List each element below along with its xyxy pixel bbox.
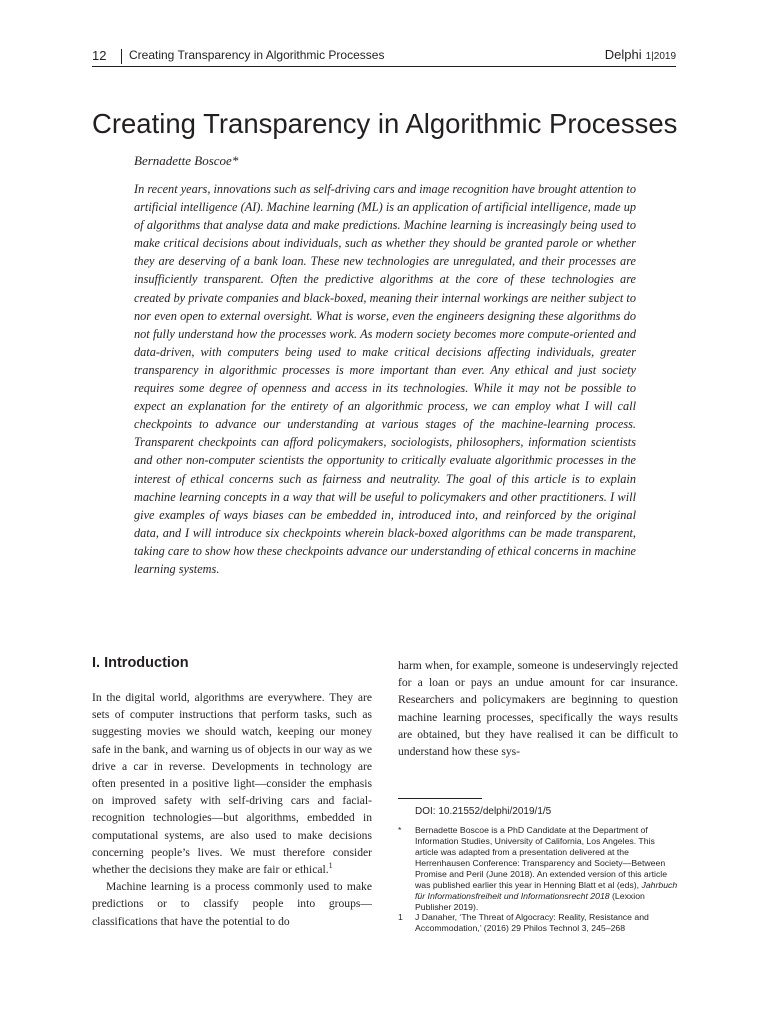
doi[interactable]: DOI: 10.21552/delphi/2019/1/5 bbox=[415, 806, 552, 817]
footnote-marker: * bbox=[398, 825, 402, 835]
header-rule bbox=[92, 66, 676, 67]
running-title: Creating Transparency in Algorithmic Processes bbox=[129, 48, 385, 62]
footnote-marker: 1 bbox=[398, 912, 403, 922]
journal-name bbox=[605, 47, 676, 62]
paragraph-3: harm when, for example, someone is undeservingly rejected for a loan or pays an undue amount for car insurance. Researchers and policymakers are beginning to question machine learning processes, specifically the ways results are obtained, but they have realised it can be difficult to understand how these sys- bbox=[398, 659, 678, 759]
article-author: Bernadette Boscoe* bbox=[134, 153, 239, 168]
header-separator bbox=[121, 49, 122, 64]
footnote-1 bbox=[398, 912, 678, 934]
left-column bbox=[92, 689, 372, 930]
footnote-text bbox=[415, 825, 678, 913]
abstract: In recent years, innovations such as self-driving cars and image recognition have brought attention to artificial intelligence (AI). Machine learning (ML) is an application of artificial intelligence, made up of algorithms that analyse data and make predictions. Machine learning is increasingly being used to make critical decisions about individuals, such as whether they should be granted parole or whether they are deserving of a bank loan. These new technologies are unregulated, and their processes are insufficiently transparent. Often the predictive algorithms at the core of these technologies are created by private companies and black-boxed, meaning their internal workings are neither subject to nor even open to external oversight. What is worse, even the engineers designing these algorithms do not fully understand how the processes work. As modern society becomes more compute-oriented and data-driven, with computers being used to make critical decisions affecting individuals, greater transparency in algorithmic processes is more important than ever. Any ethical and just society requires some degree of openness and access in its technologies. While it may not be possible to expect an explanation for the entirety of an algorithmic process, we can employ what I will call checkpoints to advance our understanding at various stages of the machine-learning process. Transparent checkpoints can afford policymakers, sociologists, philosophers, information scientists and other non-computer scientists the opportunity to critically evaluate algorithmic processes in the interest of ethical concerns such as fairness and neutrality. The goal of this article is to explain machine learning concepts in a way that will be useful to policymakers and other practitioners. I will give examples of ways biases can be embedded in, introduced into, and reinforced by the original data, and I will introduce six checkpoints wherein black-boxed algorithms can be made transparent, taking care to show how these checkpoints advance our understanding of ethical concerns in machine learning systems. bbox=[134, 182, 636, 576]
journal-title: Delphi bbox=[604, 47, 642, 62]
footnote-author bbox=[398, 825, 678, 913]
footnote-ref-1[interactable]: 1 bbox=[328, 861, 333, 871]
footnote-text: J Danaher, ‘The Threat of Algocracy: Reality, Resistance and Accommodation,’ (2016) 29 Philos Technol 3, 245–268 bbox=[415, 912, 649, 933]
journal-issue: 1|2019 bbox=[645, 51, 676, 62]
page-number: 12 bbox=[92, 48, 107, 63]
paragraph-2: Machine learning is a process commonly used to make predictions or to classify people into groups—classifications that have the potential to do bbox=[92, 880, 372, 928]
running-header bbox=[92, 46, 676, 66]
footnote-rule bbox=[398, 798, 482, 799]
article-title: Creating Transparency in Algorithmic Processes bbox=[92, 108, 678, 139]
footnote-italic-title: Jahrbuch für Informationsfreiheit und Informationsrecht 2018 bbox=[415, 880, 678, 901]
footnote-tail: (Lexxion Publisher 2019). bbox=[415, 891, 645, 912]
section-heading: I. Introduction bbox=[92, 655, 189, 671]
right-column bbox=[398, 657, 678, 760]
footnote-body: Bernadette Boscoe is a PhD Candidate at the Department of Information Studies, University of California, Los Angeles. This article was adapted from a presentation delivered at the Herrenhausen Conference: Transparency and Society—Between Promise and Peril (June 2018). An extended version of this article was published earlier this year in Henning Blatt et al (eds), bbox=[415, 825, 668, 890]
paragraph-1 bbox=[92, 689, 372, 878]
paragraph-1-text: In the digital world, algorithms are everywhere. They are sets of computer instructions that perform tasks, such as suggesting movies we should watch, keeping our money safe in the bank, and warning us of objects in our way as we drive a car in reverse. Developments in technology are often presented in a positive light—consider the emphasis on improved safety with self-driving cars and facial-recognition technologies—but algorithms, embedded in computational systems, are also used to make decisions concerning people’s lives. We must therefore consider whether the decisions they make are fair or ethical. bbox=[92, 691, 372, 877]
